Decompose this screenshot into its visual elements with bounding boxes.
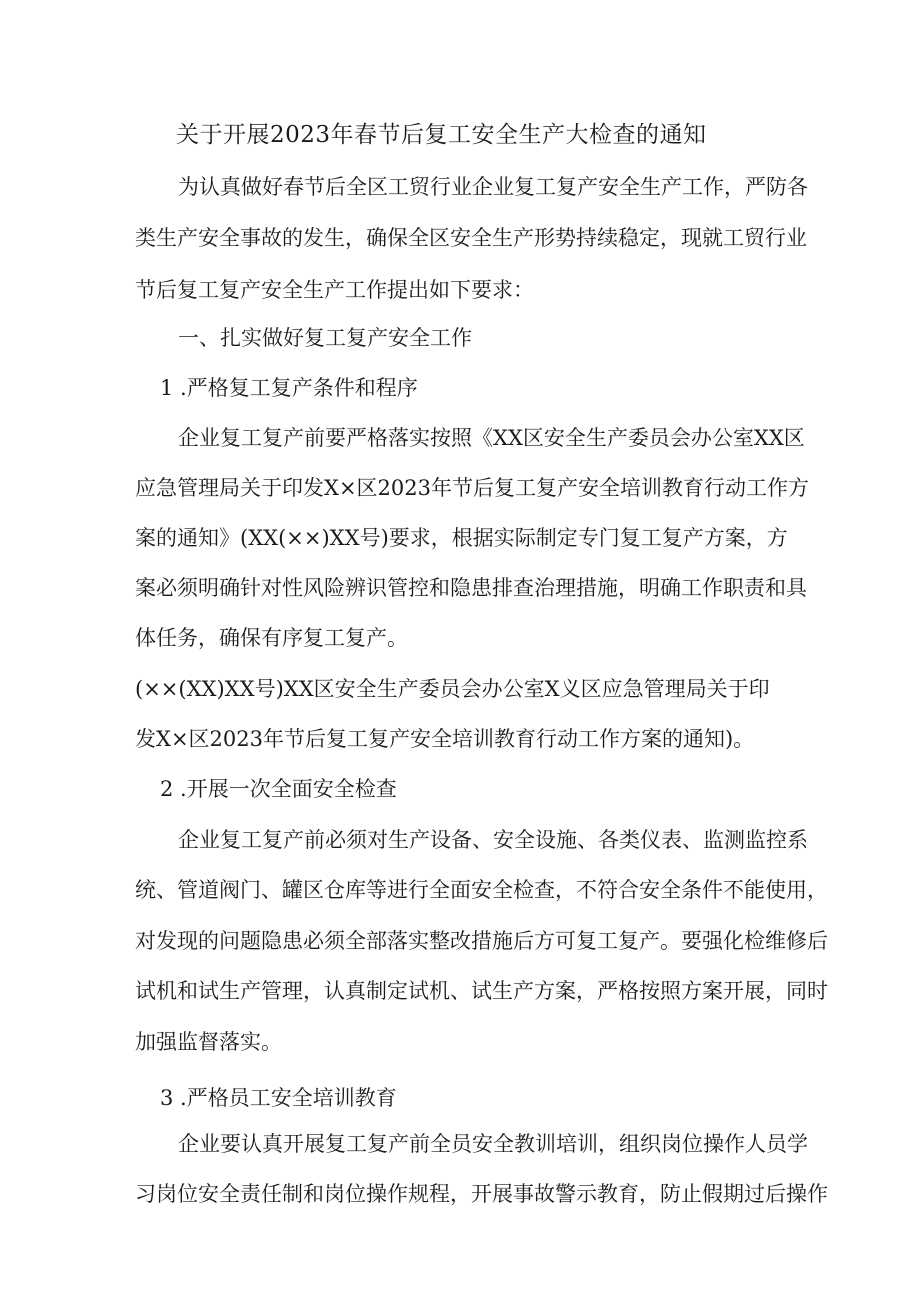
- item-2-line-5: 加强监督落实。: [135, 1030, 282, 1054]
- item-3-heading: 3 .严格员工安全培训教育: [160, 1086, 397, 1110]
- item-1-line-1: 企业复工复产前要严格落实按照《XX区安全生产委员会办公室XX区: [178, 426, 805, 450]
- item-2-line-4: 试机和试生产管理，认真制定试机、试生产方案，严格按照方案开展，同时: [135, 979, 828, 1003]
- intro-line-2: 类生产安全事故的发生，确保全区安全生产形势持续稳定，现就工贸行业: [135, 226, 807, 250]
- item-1-line-5: 体任务，确保有序复工复产。: [135, 626, 408, 650]
- item-2-line-1: 企业复工复产前必须对生产设备、安全设施、各类仪表、监测监控系: [178, 828, 808, 852]
- item-3-line-2: 习岗位安全责任制和岗位操作规程，开展事故警示教育，防止假期过后操作: [135, 1182, 828, 1206]
- intro-line-1: 为认真做好春节后全区工贸行业企业复工复产安全生产工作，严防各: [178, 175, 808, 199]
- item-1-line-3: 案的通知》(XX(××)XX号)要求，根据实际制定专门复工复产方案，方: [135, 526, 788, 550]
- section-1-heading: 一、扎实做好复工复产安全工作: [178, 326, 472, 350]
- item-1-note-line-1: (××(XX)XX号)XX区安全生产委员会办公室X义区应急管理局关于印: [135, 677, 770, 701]
- intro-line-3: 节后复工复产安全生产工作提出如下要求：: [135, 278, 534, 302]
- item-2-line-2: 统、管道阀门、罐区仓库等进行全面安全检查，不符合安全条件不能使用，: [135, 878, 828, 902]
- item-1-heading: 1 .严格复工复产条件和程序: [160, 376, 418, 400]
- item-1-line-4: 案必须明确针对性风险辨识管控和隐患排查治理措施，明确工作职责和具: [135, 576, 807, 600]
- item-2-heading: 2 .开展一次全面安全检查: [160, 777, 397, 801]
- item-2-line-3: 对发现的问题隐患必须全部落实整改措施后方可复工复产。要强化检维修后: [135, 929, 828, 953]
- item-3-line-1: 企业要认真开展复工复产前全员安全教训培训，组织岗位操作人员学: [178, 1132, 808, 1156]
- item-1-note-line-2: 发X×区2023年节后复工复产安全培训教育行动工作方案的通知)。: [135, 727, 755, 751]
- item-1-line-2: 应急管理局关于印发X×区2023年节后复工复产安全培训教育行动工作方: [135, 476, 809, 500]
- document-title: 关于开展2023年春节后复工安全生产大检查的通知: [176, 122, 707, 148]
